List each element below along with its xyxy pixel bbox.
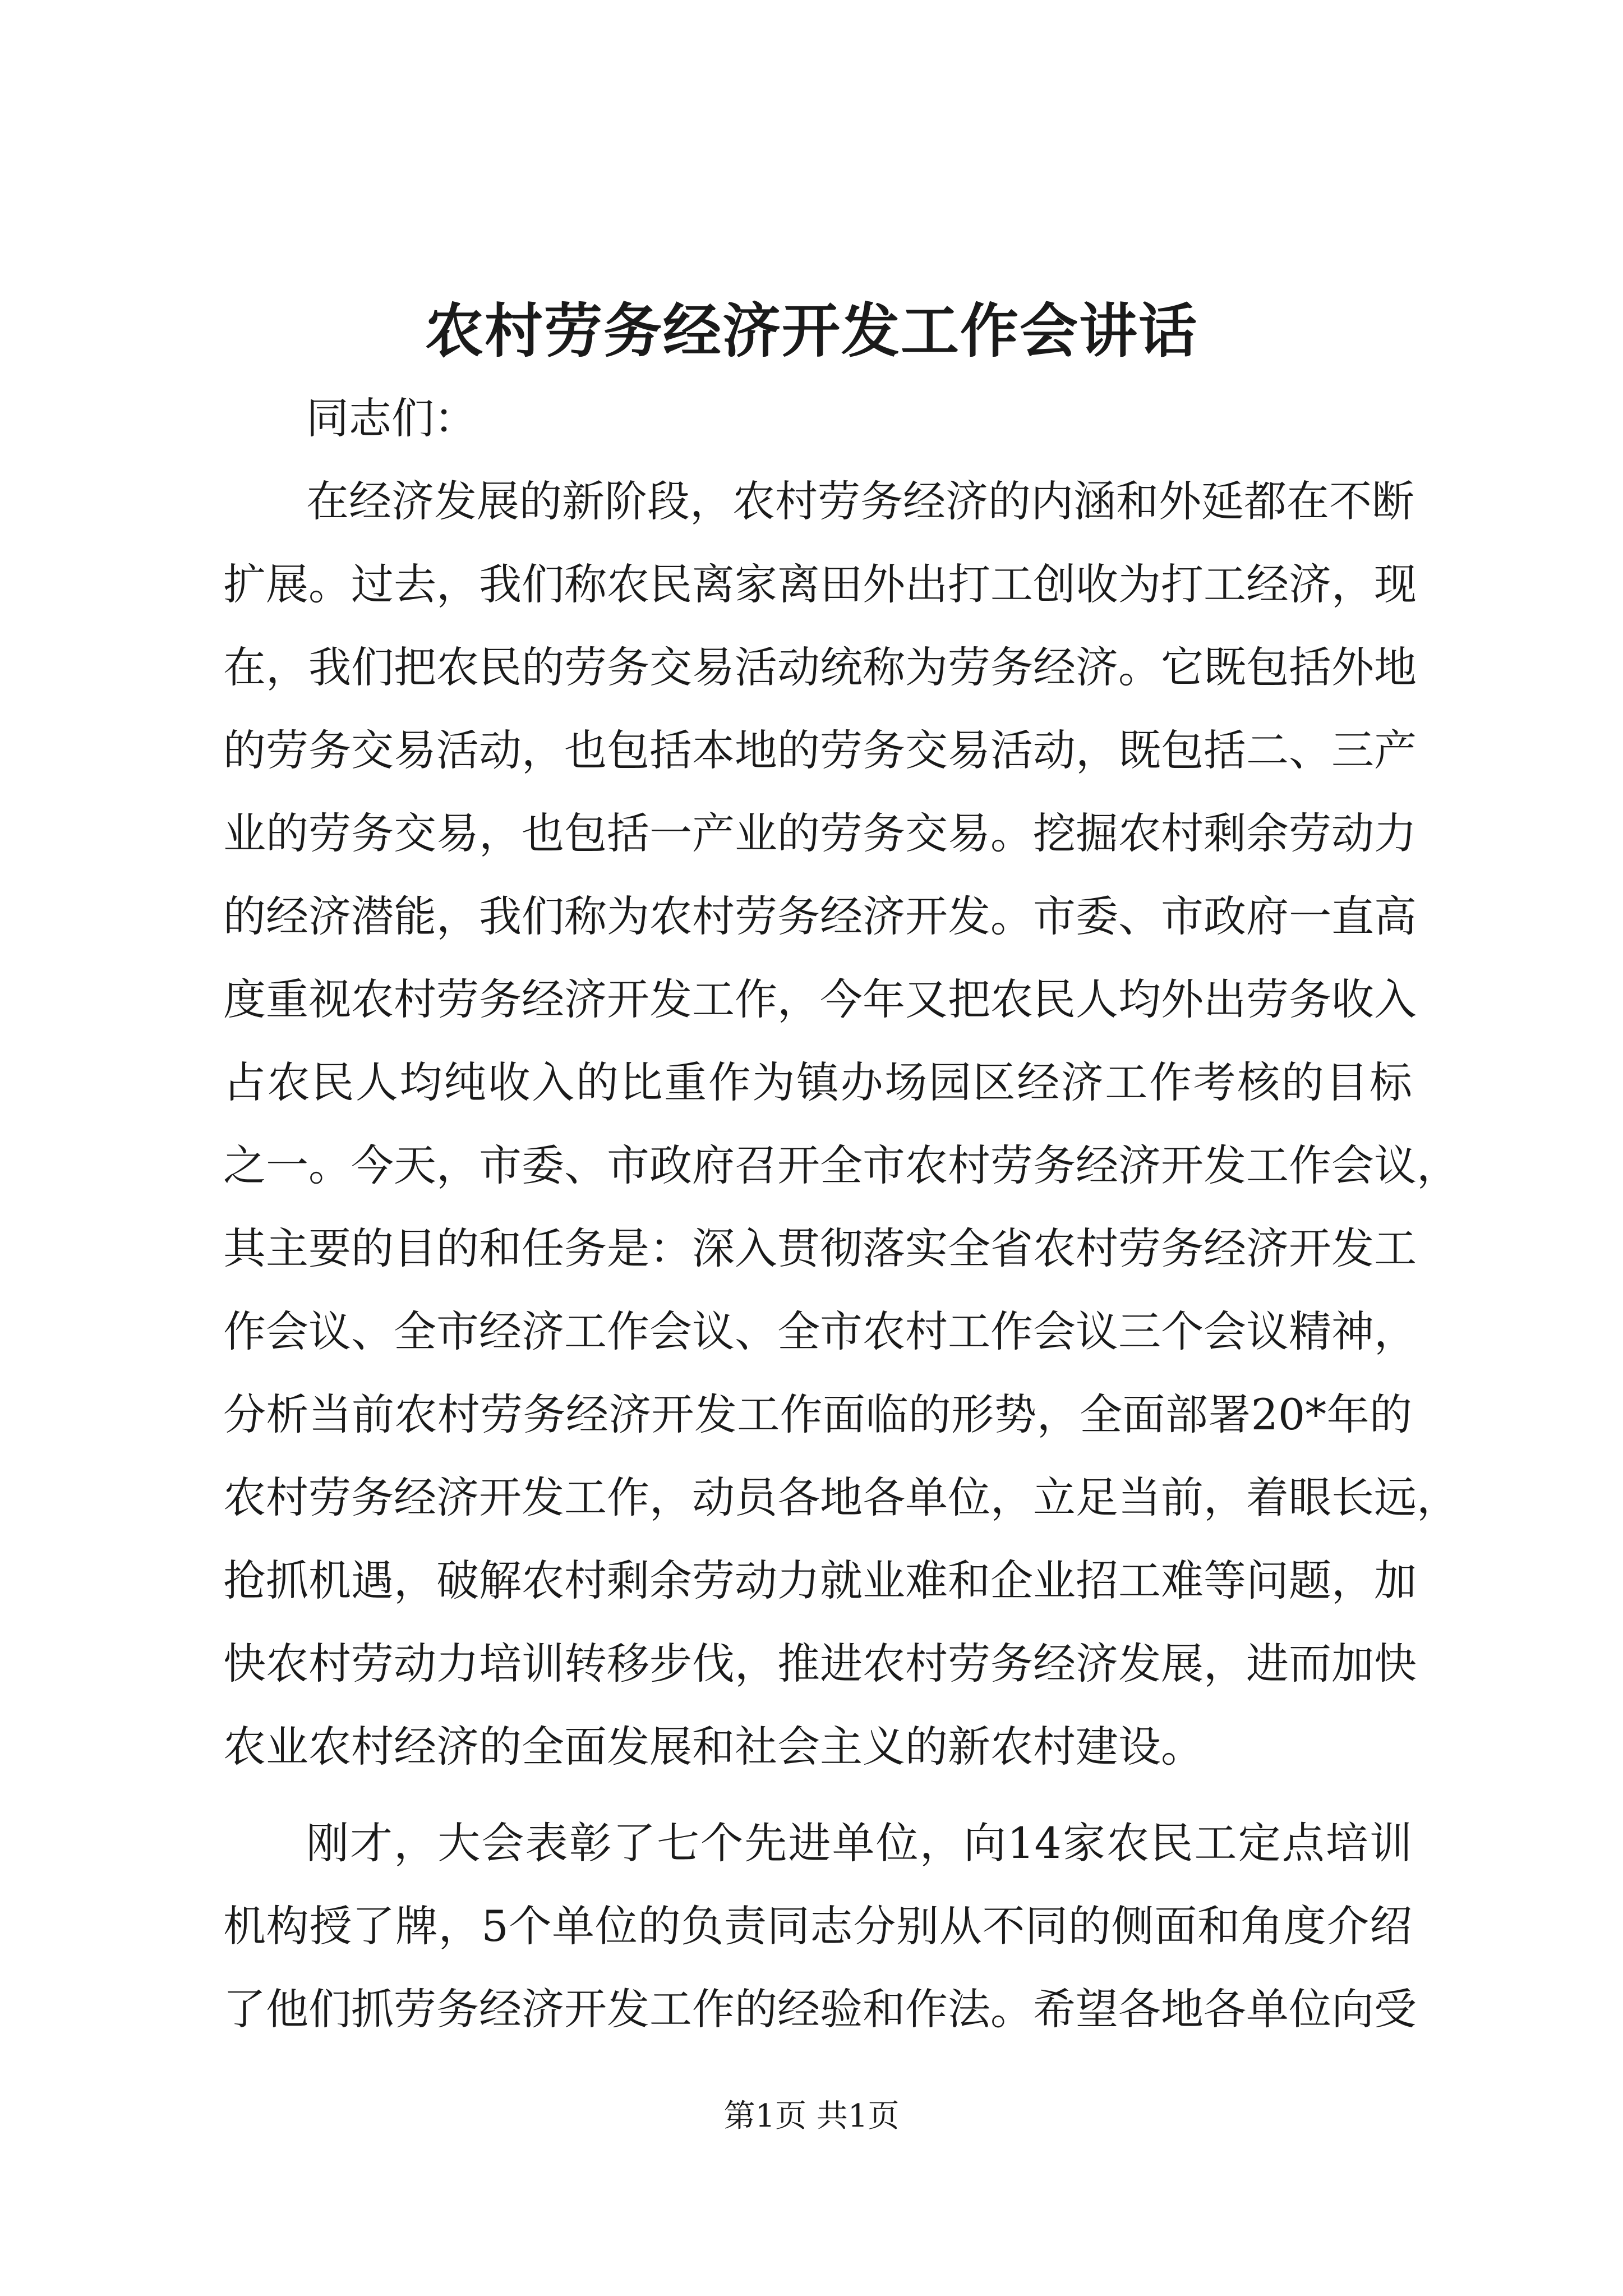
paragraph-spacer bbox=[223, 1788, 1412, 1802]
paragraph-line: 抢抓机遇，破解农村剩余劳动力就业难和企业招工难等问题，加 bbox=[223, 1556, 1417, 1605]
paragraph-line: 度重视农村劳务经济开发工作，今年又把农民人均外出劳务收入 bbox=[223, 974, 1417, 1024]
paragraph-line: 在，我们把农民的劳务交易活动统称为劳务经济。它既包括外地 bbox=[223, 642, 1417, 692]
document-title: 农村劳务经济开发工作会讲话 bbox=[425, 296, 1198, 365]
paragraph-line: 机构授了牌，5个单位的负责同志分别从不同的侧面和角度介绍 bbox=[223, 1901, 1412, 1951]
paragraph-line: 了他们抓劳务经济开发工作的经验和作法。希望各地各单位向受 bbox=[223, 1984, 1417, 2034]
paragraph-line: 的经济潜能，我们称为农村劳务经济开发。市委、市政府一直高 bbox=[223, 891, 1417, 941]
paragraph-line: 分析当前农村劳务经济开发工作面临的形势，全面部署20*年的 bbox=[223, 1389, 1412, 1439]
paragraph-1 bbox=[223, 460, 1459, 1788]
paragraph-line: 之一。今天，市委、市政府召开全市农村劳务经济开发工作会议， bbox=[223, 1140, 1459, 1190]
paragraph-line: 占农民人均纯收入的比重作为镇办场园区经济工作考核的目标 bbox=[223, 1057, 1412, 1107]
paragraph-line: 农业农村经济的全面发展和社会主义的新农村建设。 bbox=[223, 1722, 1204, 1772]
paragraph-line: 作会议、全市经济工作会议、全市农村工作会议三个会议精神， bbox=[223, 1306, 1417, 1356]
paragraph-line: 扩展。过去，我们称农民离家离田外出打工创收为打工经济，现 bbox=[223, 559, 1417, 609]
paragraph-line: 的劳务交易活动，也包括本地的劳务交易活动，既包括二、三产 bbox=[223, 725, 1417, 775]
salutation: 同志们： bbox=[306, 393, 477, 443]
paragraph-line: 农村劳务经济开发工作，动员各地各单位，立足当前，着眼长远， bbox=[223, 1473, 1459, 1522]
document-body bbox=[223, 377, 1459, 2051]
paragraph-2 bbox=[223, 1802, 1417, 2051]
paragraph-line: 业的劳务交易，也包括一产业的劳务交易。挖掘农村剩余劳动力 bbox=[223, 808, 1417, 858]
paragraph-line: 在经济发展的新阶段，农村劳务经济的内涵和外延都在不断 bbox=[306, 476, 1414, 526]
paragraph-line: 刚才，大会表彰了七个先进单位，向14家农民工定点培训 bbox=[306, 1818, 1412, 1868]
page-footer: 第1页 共1页 bbox=[723, 2098, 900, 2134]
paragraph-line: 快农村劳动力培训转移步伐，推进农村劳务经济发展，进而加快 bbox=[223, 1639, 1417, 1688]
paragraph-line: 其主要的目的和任务是：深入贯彻落实全省农村劳务经济开发工 bbox=[223, 1223, 1417, 1273]
